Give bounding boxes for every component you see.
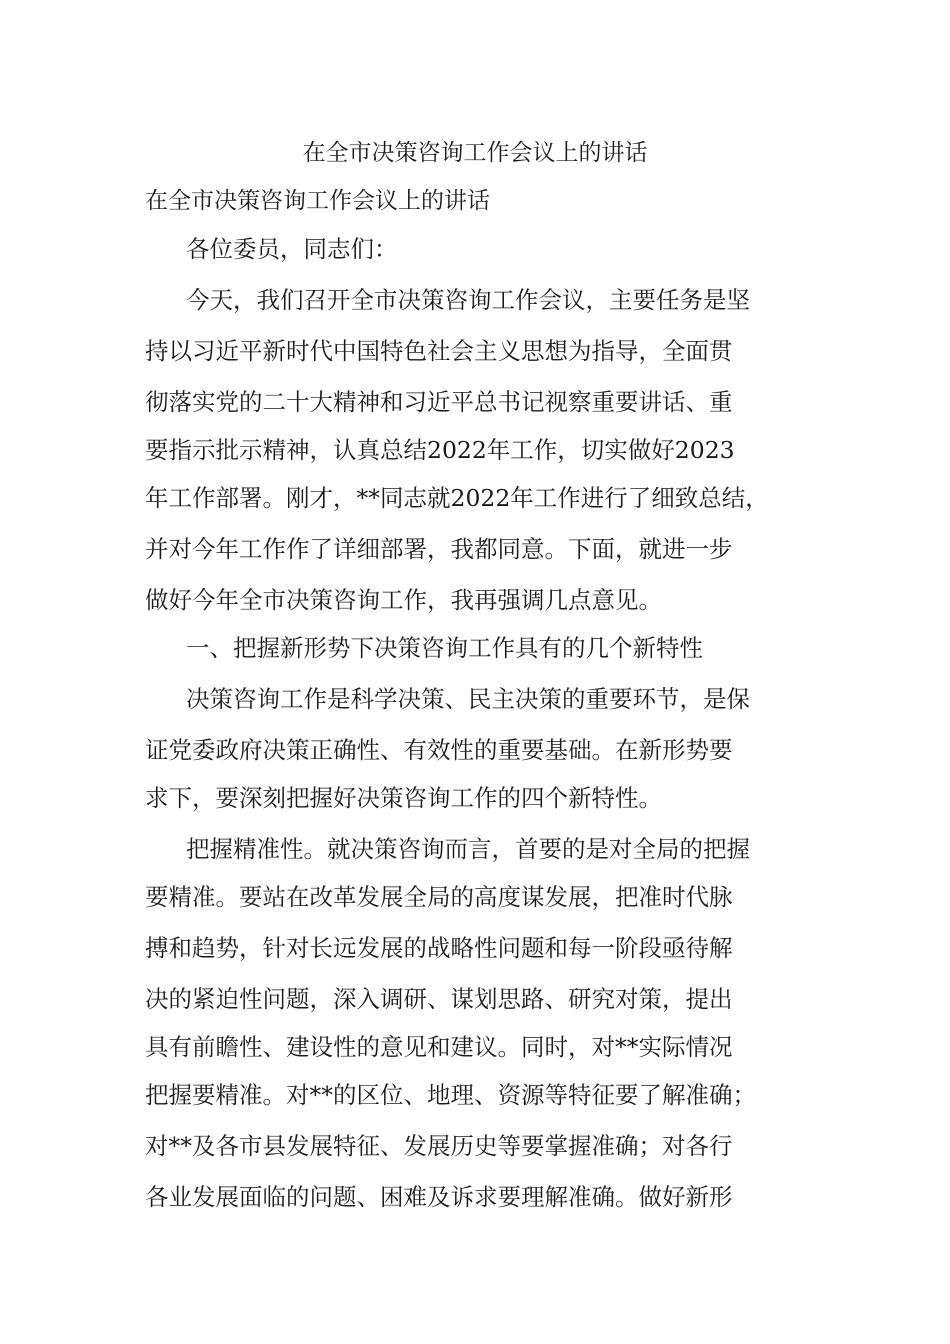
paragraph-line: 证党委政府决策正确性、有效性的重要基础。在新形势要: [145, 736, 733, 764]
paragraph-line: 对**及各市县发展特征、发展历史等要掌握准确；对各行: [145, 1132, 733, 1160]
paragraph-line: 各业发展面临的问题、困难及诉求要理解准确。做好新形: [145, 1183, 733, 1211]
document-subtitle: 在全市决策咨询工作会议上的讲话: [145, 188, 490, 214]
paragraph-line: 把握要精准。对**的区位、地理、资源等特征要了解准确；: [145, 1081, 756, 1109]
paragraph-line: 年工作部署。刚才，**同志就2022年工作进行了细致总结，: [145, 484, 769, 512]
document-title: 在全市决策咨询工作会议上的讲话: [302, 140, 648, 166]
paragraph-line: 搏和趋势，针对长远发展的战略性问题和每一阶段亟待解: [145, 934, 733, 962]
paragraph-line: 做好今年全市决策咨询工作，我再强调几点意见。: [145, 586, 662, 614]
paragraph-line: 具有前瞻性、建设性的意见和建议。同时，对**实际情况: [145, 1033, 733, 1061]
paragraph-line: 今天，我们召开全市决策咨询工作会议，主要任务是坚: [186, 286, 750, 314]
paragraph-line: 要精准。要站在改革发展全局的高度谋发展，把准时代脉: [145, 883, 733, 911]
paragraph-line: 并对今年工作作了详细部署，我都同意。下面，就进一步: [145, 535, 733, 563]
paragraph-line: 把握精准性。就决策咨询而言，首要的是对全局的把握: [186, 835, 750, 863]
salutation: 各位委员，同志们：: [186, 235, 398, 263]
paragraph-line: 决的紧迫性问题，深入调研、谋划思路、研究对策，提出: [145, 985, 733, 1013]
paragraph-line: 决策咨询工作是科学决策、民主决策的重要环节，是保: [186, 685, 750, 713]
section-heading: 一、把握新形势下决策咨询工作具有的几个新特性: [186, 634, 703, 662]
paragraph-line: 求下，要深刻把握好决策咨询工作的四个新特性。: [145, 784, 662, 812]
paragraph-line: 持以习近平新时代中国特色社会主义思想为指导，全面贯: [145, 337, 733, 365]
paragraph-line: 彻落实党的二十大精神和习近平总书记视察重要讲话、重: [145, 388, 733, 416]
paragraph-line: 要指示批示精神，认真总结2022年工作，切实做好2023: [145, 436, 735, 464]
